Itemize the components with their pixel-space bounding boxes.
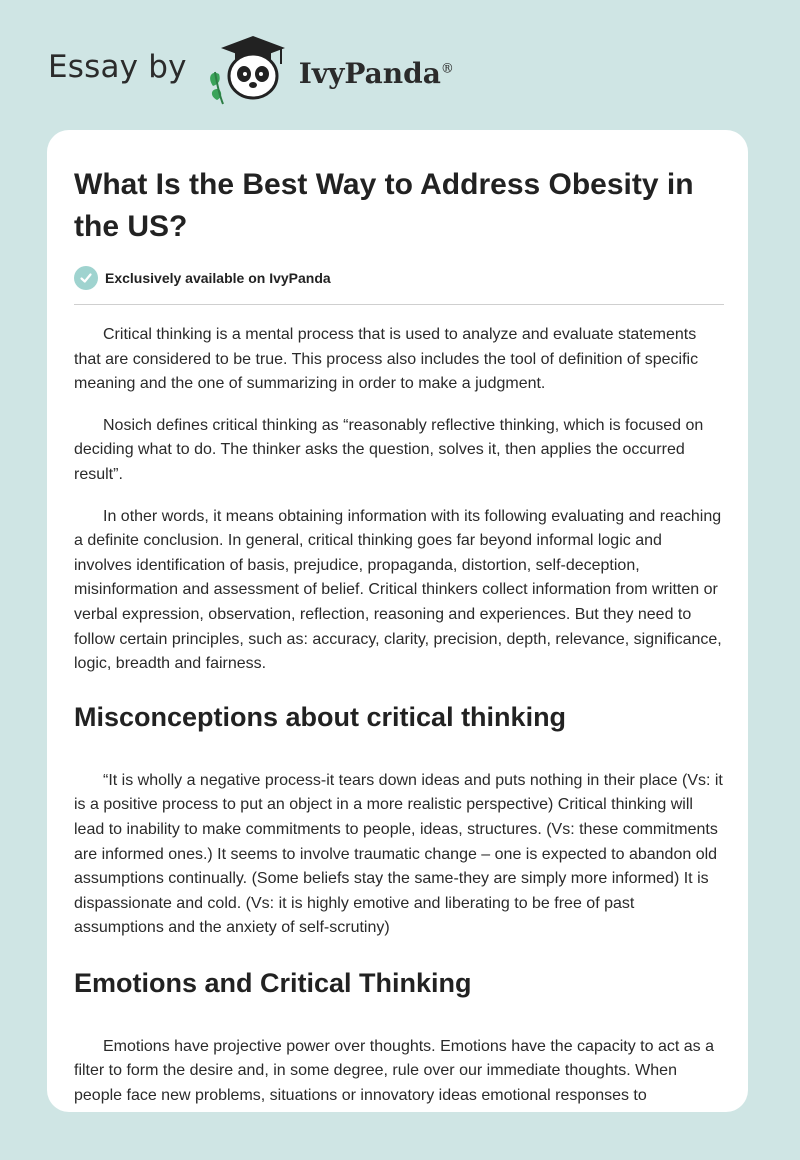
paragraph: In other words, it means obtaining information with its following evaluating and reaching a definite conclusion. In general, critical thinking goes far beyond informal logic and involves identification of basis, prejudice, propaganda, distortion, self-deception, misinformation and assessment of belief. Critical thinkers collect information from written or verbal expression, observation, reflection, reasoning and experiences. But they need to follow certain principles, such as: accuracy, clarity, precision, depth, relevance, significance, logic, breadth and fairness. [74, 507, 722, 673]
brand-prefix: Essay by [48, 49, 187, 85]
exclusive-label: Exclusively available on IvyPanda [105, 270, 331, 286]
exclusive-badge [74, 266, 724, 290]
divider [74, 304, 724, 305]
check-icon [74, 266, 98, 290]
paragraph: “It is wholly a negative process-it tears down ideas and puts nothing in their place (Vs: it is a positive process to put an object in a more realistic perspective) Critical thinking will lead to inability to make commitments to people, ideas, structures. (Vs: these commitments are informed ones.) It seems to involve traumatic change – one is expected to abandon old assumptions continually. (Some beliefs stay the same-they are simply more informed) It is dispassionate and cold. (Vs: it is highly emotive and liberating to be free of past assumptions and the anxiety of self-scrutiny) [74, 771, 723, 937]
brand-name: IvyPanda® [298, 56, 454, 90]
paragraph: Nosich defines critical thinking as “reasonably reflective thinking, which is focused on deciding what to do. The thinker asks the question, solves it, then applies the occurred result”. [74, 416, 704, 483]
panda-logo-icon [201, 34, 293, 106]
section-heading: Misconceptions about critical thinking [74, 701, 567, 732]
page-title: What Is the Best Way to Address Obesity in the US? [74, 168, 694, 243]
essay-content [74, 164, 724, 1109]
paragraph: Emotions have projective power over thoughts. Emotions have the capacity to act as a filter to form the desire and, in some degree, rule over our immediate thoughts. When people face new problems, situations or innovatory ideas emotional responses to [74, 1037, 714, 1105]
paragraph: Critical thinking is a mental process that is used to analyze and evaluate statements that are considered to be true. This process also includes the tool of definition of specific meaning and the one of summarizing in order to make a judgment. [74, 326, 699, 393]
essay-card [47, 130, 748, 1112]
section-heading: Emotions and Critical Thinking [74, 967, 472, 998]
brand-logo[interactable] [48, 34, 454, 106]
